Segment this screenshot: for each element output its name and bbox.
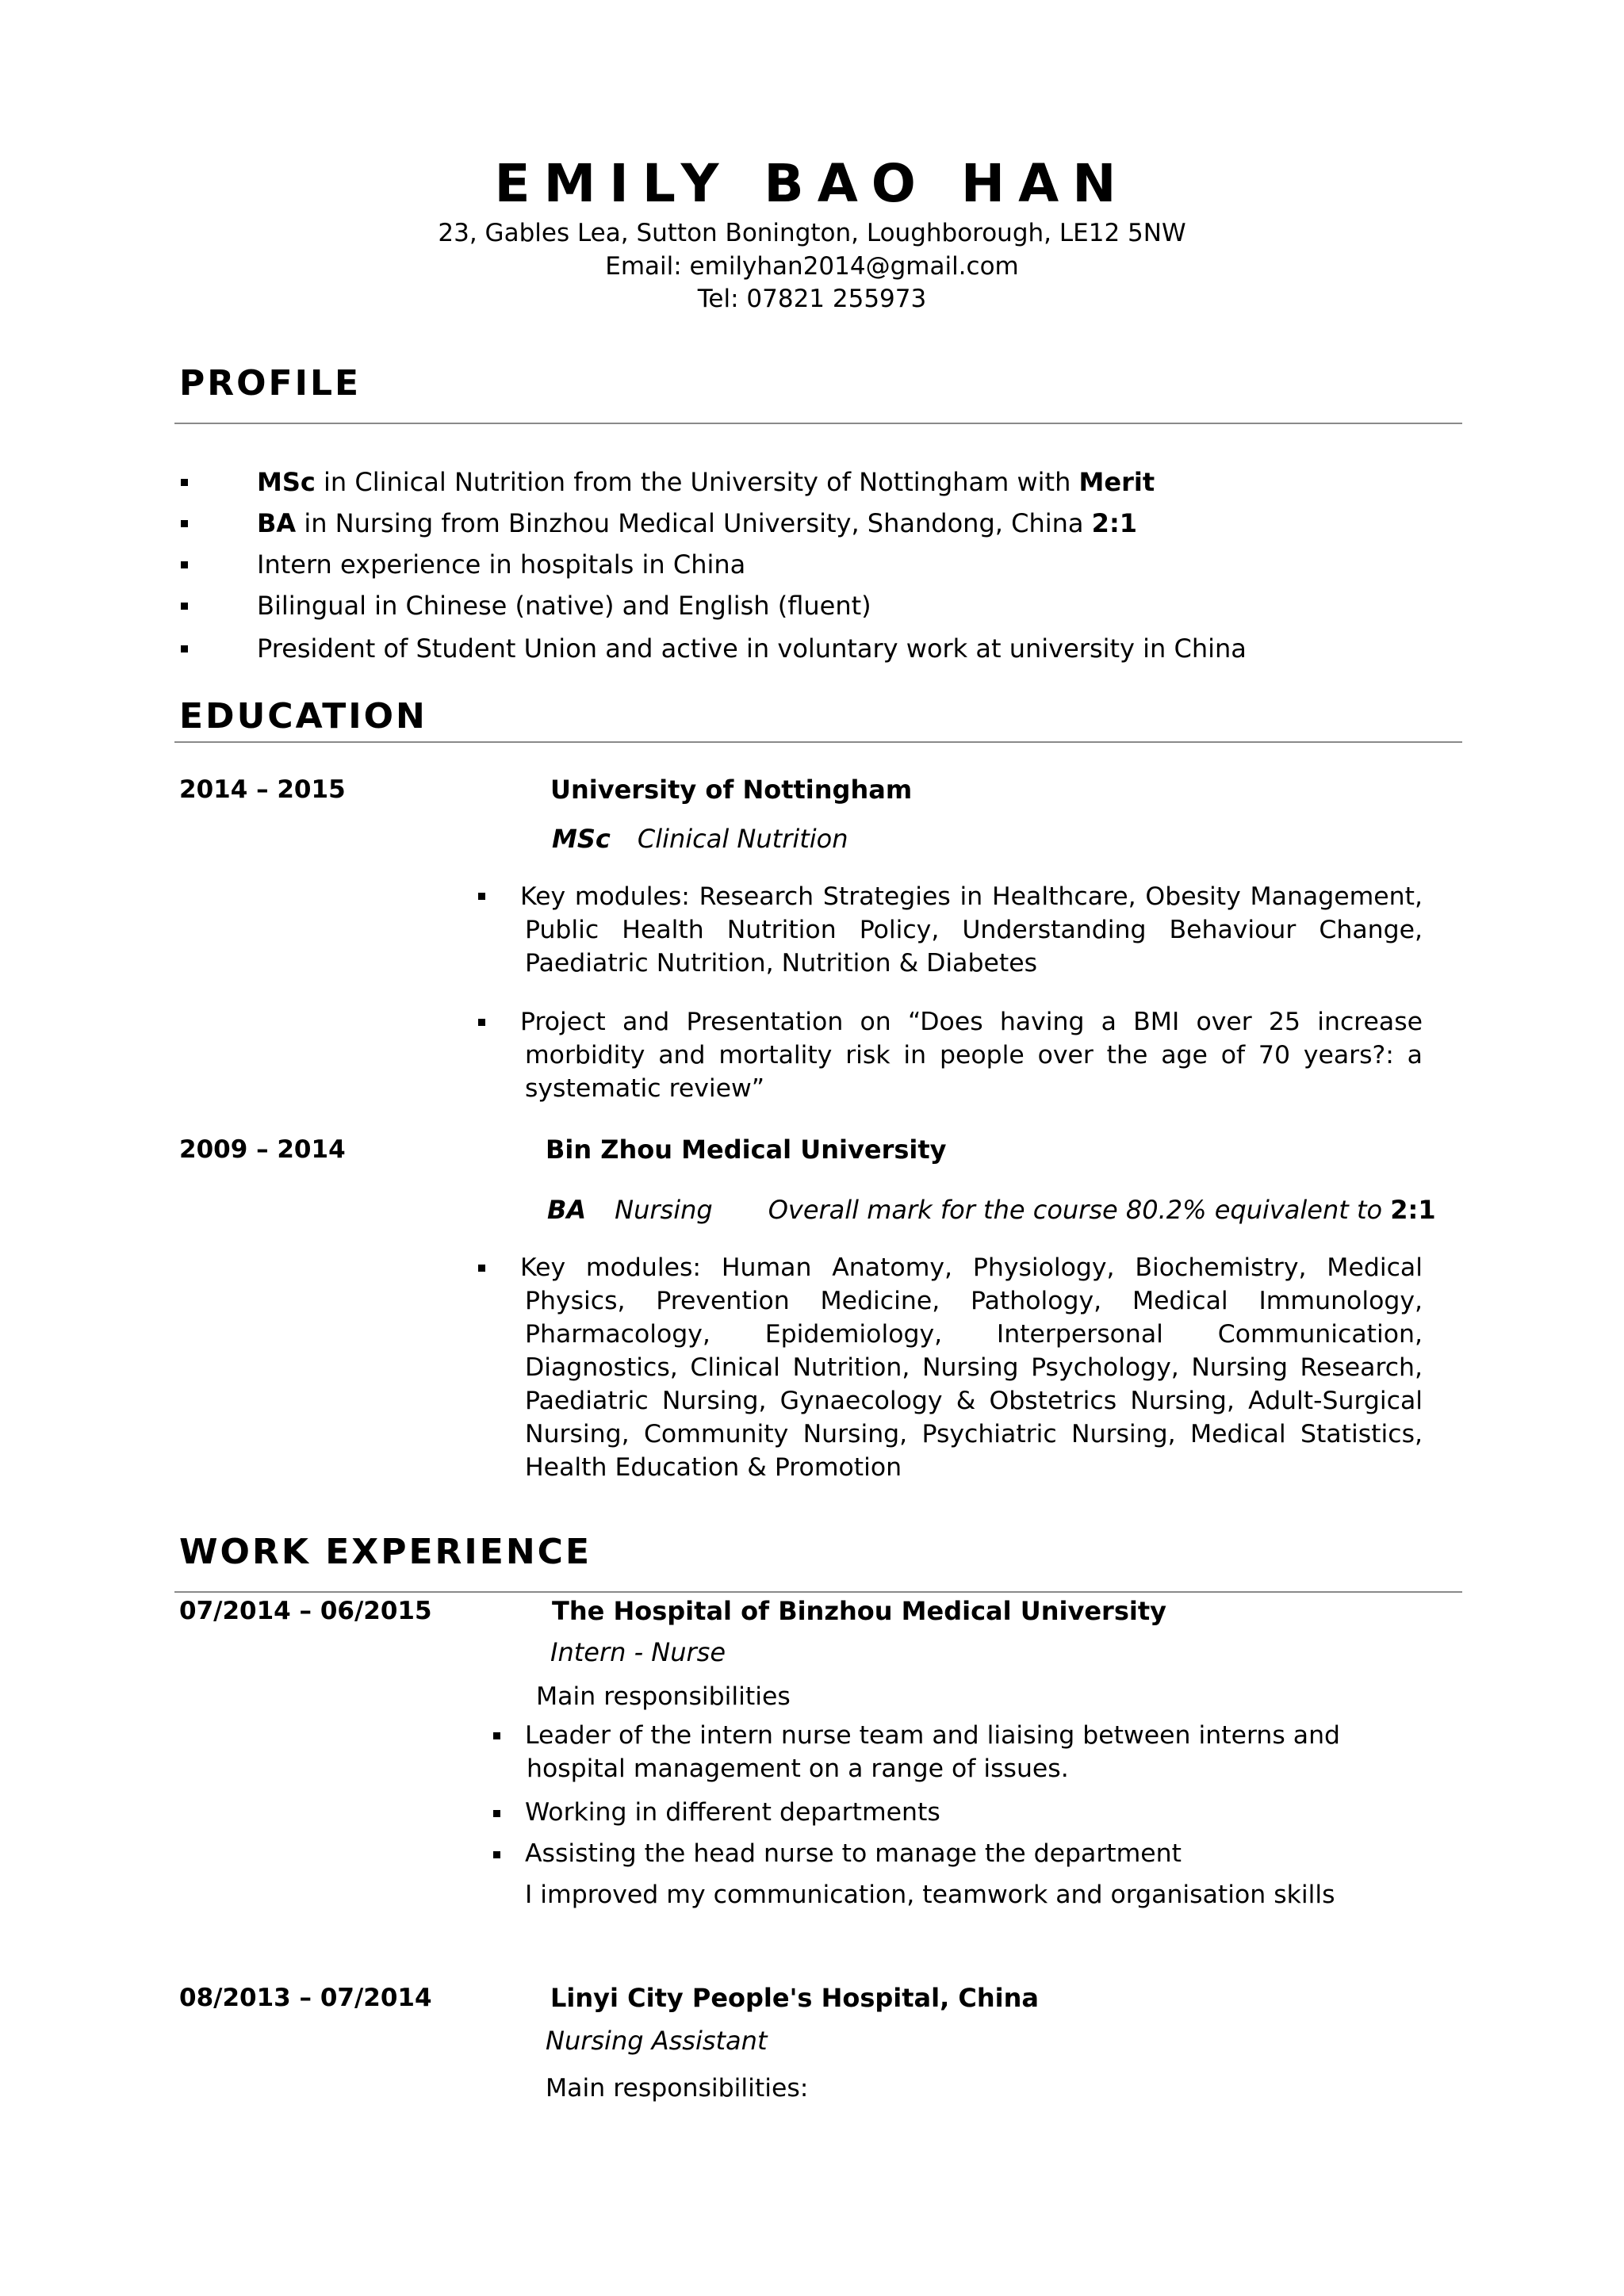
job-dates: 08/2013 – 07/2014 — [179, 1984, 432, 2012]
education-heading: EDUCATION — [179, 696, 427, 737]
employer-name: Linyi City People's Hospital, China — [550, 1983, 1040, 2013]
education-bullet: Key modules: Human Anatomy, Physiology, Biochemistry, Medical Physics, Prevention Medicine, Pathology, Medical Immunology, Pharmacology, Epidemiology, Interpersonal Communication, Diagnostics, Clinical Nutrition, Nursing Psychology, Nursing Research, Paediatric Nursing, Gynaecology & Obstetrics Nursing, Adult-Surgical Nursing, Community Nursing, Psychiatric Nursing, Medical Statistics, Health Education & Promotion — [520, 1253, 1423, 1482]
work-heading: WORK EXPERIENCE — [179, 1532, 592, 1572]
profile-item: Bilingual in Chinese (native) and English (fluent) — [257, 591, 871, 621]
bullet-icon — [181, 645, 188, 652]
job-bullet: Assisting the head nurse to manage the department — [525, 1839, 1182, 1868]
institution-name: Bin Zhou Medical University — [546, 1135, 947, 1165]
bullet-icon — [181, 603, 188, 610]
bullet-icon — [478, 893, 485, 900]
job-summary: I improved my communication, teamwork and organisation skills — [525, 1881, 1335, 1909]
bullet-icon — [478, 1265, 485, 1272]
job-bullet: Leader of the intern nurse team and liaising between interns and hospital management on a range of issues. — [525, 1721, 1341, 1783]
responsibilities-label: Main responsibilities: — [546, 2074, 809, 2103]
address: 23, Gables Lea, Sutton Bonington, Loughborough, LE12 5NW — [438, 219, 1186, 247]
profile-heading: PROFILE — [179, 363, 362, 404]
employer-name: The Hospital of Binzhou Medical University — [552, 1596, 1166, 1626]
candidate-name: EMILY BAO HAN — [494, 153, 1130, 214]
bullet-icon — [478, 1019, 485, 1026]
profile-item: BA in Nursing from Binzhou Medical University, Shandong, China 2:1 — [257, 508, 1137, 538]
education-divider — [174, 741, 1462, 743]
profile-item: Intern experience in hospitals in China — [257, 549, 746, 580]
responsibilities-label: Main responsibilities — [536, 1682, 791, 1711]
education-bullet: Project and Presentation on “Does having a BMI over 25 increase morbidity and mortality risk in people over the age of 70 years?: a systematic review” — [520, 1008, 1423, 1103]
bullet-icon — [181, 520, 188, 527]
education-dates: 2014 – 2015 — [179, 775, 346, 804]
profile-divider — [174, 423, 1462, 424]
profile-item: President of Student Union and active in voluntary work at university in China — [257, 633, 1247, 664]
email: Email: emilyhan2014@gmail.com — [605, 252, 1019, 281]
education-bullet: Key modules: Research Strategies in Healthcare, Obesity Management, Public Health Nutrition Policy, Understanding Behaviour Change, Paediatric Nutrition, Nutrition & Diabetes — [520, 882, 1423, 978]
work-divider — [174, 1591, 1462, 1593]
job-role: Nursing Assistant — [546, 2026, 768, 2056]
bullet-icon — [181, 561, 188, 568]
institution-name: University of Nottingham — [550, 775, 913, 805]
profile-item: MSc in Clinical Nutrition from the University of Nottingham with Merit — [257, 467, 1155, 497]
degree-line: MSc Clinical Nutrition — [552, 824, 848, 854]
bullet-icon — [493, 1810, 500, 1817]
job-role: Intern - Nurse — [550, 1637, 726, 1667]
education-dates: 2009 – 2014 — [179, 1135, 346, 1164]
bullet-icon — [493, 1732, 500, 1739]
bullet-icon — [181, 479, 188, 486]
job-bullet: Working in different departments — [525, 1798, 940, 1827]
bullet-icon — [493, 1851, 500, 1858]
job-dates: 07/2014 – 06/2015 — [179, 1597, 432, 1625]
telephone: Tel: 07821 255973 — [697, 285, 927, 313]
degree-line: BA Nursing Overall mark for the course 80.2% equivalent to 2:1 — [547, 1195, 1436, 1225]
